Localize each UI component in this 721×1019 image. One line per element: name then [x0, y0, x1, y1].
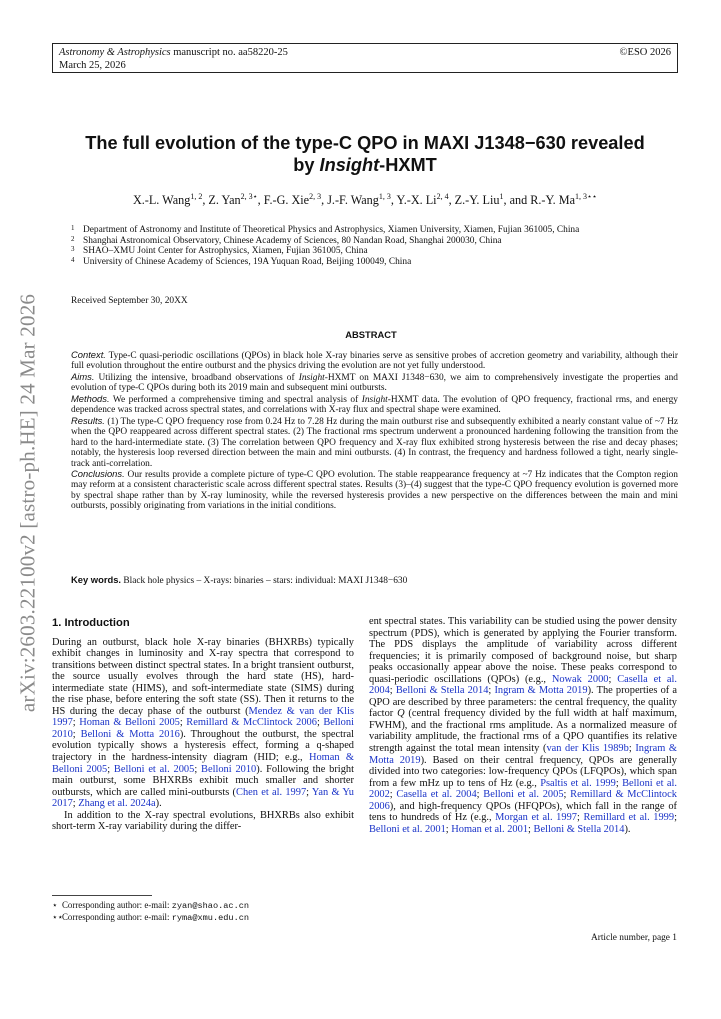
citation-link[interactable]: Casella et al. 2004: [396, 789, 477, 801]
citation-link[interactable]: Ingram & Motta 2019: [369, 743, 678, 766]
authors-and: and: [509, 193, 528, 208]
abstract-results: Results. (1) The type-C QPO frequency rose from 0.24 Hz to 7.28 Hz during the main outburst rise and subsequently exhibited a nearly constant value of ~7 Hz when the QPO reappeared across different spectral states. (2) The fractional rms spectrum underwent a pronounced hardening following the transition from the hard to the hard-intermediate state. (3) The correlation between QPO frequency and X-ray flux exhibited strong hysteresis between the rise and decay phases; notably, the hysteresis loop reversed direction between the main and mini outbursts. (4) In contrast, the frequency and hardness followed a tight, nearly single-track anti-correlation.: [71, 414, 678, 469]
paragraph: In addition to the X-ray spectral evolutions, BHXRBs also exhibit short-term X-ray variability during the differ-: [52, 809, 354, 833]
abstract-methods: Methods. We performed a comprehensive timing and spectral analysis of Insight-HXMT data. The evolution of QPO frequency, fractional rms, and energy dependence was tracked across spectral states, and correlations with X-ray flux and spectral shape were examined.: [71, 392, 678, 416]
email-link[interactable]: zyan@shao.ac.cn: [171, 901, 250, 911]
citation-link[interactable]: Belloni & Stella 2014: [533, 823, 625, 835]
citation-link[interactable]: Belloni et al. 2002: [369, 777, 677, 801]
copyright: ©ESO 2026: [619, 47, 671, 58]
section-title: 1. Introduction: [52, 617, 130, 629]
keywords: [71, 574, 678, 586]
author: Y.-X. Li$^{2, 4}$: [396, 192, 449, 208]
citation-link[interactable]: Zhang et al. 2024a: [78, 798, 156, 810]
affiliation: 4 University of Chinese Academy of Sciences, 19A Yuquan Road, Beijing 100049, China: [71, 255, 412, 267]
paragraph: During an outburst, black hole X-ray binaries (BHXRBs) typically exhibit changes in luminosity and X-ray spectra that correspond to transitions between distinct spectral states. In a bright transient outburst, the source usually evolves through the hard state (HS), hard-intermediate state (HIMS), and soft-intermediate state (SIMS) during the rise phase, before entering the soft state (SS). Then it returns to the HS during the decay phase of the outburst (Mendez & van der Klis 1997; Homan & Belloni 2005; Remillard & McClintock 2006; Belloni 2010; Belloni & Motta 2016). Throughout the outburst, the spectral evolution typically shows a hysteresis effect, forming a q-shaped trajectory in the hardness-intensity diagram (HID; e.g., Homan & Belloni 2005; Belloni et al. 2005; Belloni 2010). Following the bright main outburst, some BHXRBs exhibit much smaller and shorter outbursts, which are called mini-outbursts (Chen et al. 1997; Yan & Yu 2017; Zhang et al. 2024a).: [52, 636, 355, 810]
title-suffix: -HXMT: [379, 155, 437, 175]
page-footer: Article number, page 1: [590, 933, 677, 943]
author: Z.-Y. Liu$^1$: [454, 192, 504, 208]
author: X.-L. Wang$^{1, 2}$: [132, 192, 203, 208]
abstract-aims: Aims. Utilizing the intensive, broadband observations of Insight-HXMT on MAXI J1348−630, we aim to comprehensively investigate the properties and evolution of type-C QPOs during both its 2019 main and subsequent mini outbursts.: [71, 370, 678, 394]
author: Z. Yan$^{2, 3⋆}$: [208, 192, 258, 208]
arxiv-stamp: [8, 268, 48, 738]
title-italic: Insight: [319, 155, 380, 175]
paragraph: ent spectral states. This variability can be studied using the power density spectrum (PDS), which is generated by applying the Fourier transform. The PDS displays the amplitude of variability across different frequencies; it is primarily composed of background noise, but sharp peaks occasionally appear above the noise. These peaks correspond to quasi-periodic oscillations (QPOs) (e.g., Nowak 2000; Casella et al. 2004; Belloni & Stella 2014; Ingram & Motta 2019). The properties of a QPO are described by three parameters: the central frequency, the quality factor Q (central frequency divided by the full width at half maximum, FWHM), and the fractional rms amplitude. As a normalized measure of variability amplitude, the fractional rms of a QPO quantifies its relative strength against the total mean intensity (van der Klis 1989b; Ingram & Motta 2019). Based on their central frequency, QPOs are generally divided into two categories: low-frequency QPOs (LFQPOs), which span from a few mHz up to tens of Hz (e.g., Psaltis et al. 1999; Belloni et al. 2002; Casella et al. 2004; Belloni et al. 2005; Remillard & McClintock 2006), and high-frequency QPOs (HFQPOs), which fall in the range of tens to hundreds of Hz (e.g., Morgan et al. 1997; Remillard et al. 1999; Belloni et al. 2001; Homan et al. 2001; Belloni & Stella 2014).: [369, 616, 678, 835]
citation-link[interactable]: van der Klis 1989b: [546, 743, 629, 755]
affiliation: 1 Department of Astronomy and Institute of Theoretical Physics and Astrophysics, Xiamen University, Xiamen, Fujian 361005, China: [71, 224, 580, 235]
citation-link[interactable]: Remillard et al. 1999: [583, 812, 675, 824]
journal-name: Astronomy & Astrophysics: [59, 47, 171, 58]
citation-link[interactable]: Belloni et al. 2005: [113, 763, 195, 775]
abstract-conclusions: Conclusions. Our results provide a complete picture of type-C QPO evolution. The stable reappearance frequency at ~7 Hz indicates that the Compton region may reform at a consistent characteristic scale across different spectral states. Results (3)–(4) suggest that the type-C QPO frequency evolution is governed more by spectral shape rather than by X-ray luminosity, while the reversed hysteresis provides a new perspective on the differences between the main and mini outbursts, possibly originating from variations in the initial conditions.: [71, 467, 678, 512]
citation-link[interactable]: Nowak 2000: [551, 673, 609, 685]
citation-link[interactable]: Morgan et al. 1997: [495, 812, 577, 824]
journal-line: [59, 46, 288, 59]
citation-link[interactable]: Belloni 2010: [201, 763, 257, 775]
title-prefix: by: [293, 155, 320, 175]
footnote-rule: [52, 895, 152, 896]
header-date: March 25, 2026: [59, 60, 126, 71]
received-date: Received September 30, 20XX: [71, 296, 188, 306]
citation-link[interactable]: Remillard & McClintock 2006: [369, 789, 677, 812]
keywords-text: Black hole physics – X-rays: binaries – stars: individual: MAXI J1348−630: [121, 576, 408, 586]
citation-link[interactable]: Yan & Yu 2017: [52, 786, 354, 810]
footnote: ⋆ Corresponding author: e-mail: zyan@shao.ac.cn: [52, 900, 250, 911]
citation-link[interactable]: Belloni et al. 2005: [483, 789, 564, 801]
column-left: [52, 618, 354, 833]
citation-link[interactable]: Homan et al. 2001: [451, 823, 529, 835]
footnote: ⋆⋆ Corresponding author: e-mail: ryma@xmu.edu.cn: [52, 911, 250, 923]
affiliation: 3 SHAO–XMU Joint Center for Astrophysics, Xiamen, Fujian 361005, China: [71, 245, 368, 257]
citation-link[interactable]: Mendez & van der Klis 1997: [52, 705, 355, 729]
keywords-label: Key words.: [71, 574, 122, 585]
abstract: [71, 350, 678, 512]
column-right: [369, 616, 677, 835]
citation-link[interactable]: Belloni et al. 2001: [369, 823, 446, 835]
citation-link[interactable]: Homan & Belloni 2005: [79, 717, 180, 729]
abstract-heading: ABSTRACT: [345, 329, 397, 340]
affiliation: 2 Shanghai Astronomical Observatory, Chinese Academy of Sciences, 80 Nandan Road, Shanghai 200030, China: [71, 234, 502, 246]
author: F.-G. Xie$^{2, 3}$: [263, 192, 322, 208]
footnotes: [52, 895, 354, 923]
citation-link[interactable]: Chen et al. 1997: [236, 786, 307, 798]
arxiv-id: arXiv:2603.22100v2 [astro-ph.HE] 24 Mar 2026: [15, 293, 40, 713]
manuscript-header: [52, 43, 678, 73]
citation-link[interactable]: Psaltis et al. 1999: [540, 777, 616, 789]
author: R.-Y. $Ma^{1, 3⋆⋆}$: [530, 192, 598, 208]
citation-link[interactable]: Remillard & McClintock 2006: [186, 717, 317, 729]
affiliations: [71, 225, 671, 267]
citation-link[interactable]: Belloni & Stella 2014: [395, 685, 489, 697]
author: J.-F. Wang$^{1, 3}$: [327, 192, 391, 208]
manuscript-number: manuscript no. aa58220-25: [170, 47, 288, 58]
abstract-context: Context. Type-C quasi-periodic oscillations (QPOs) in black hole X-ray binaries serve as sensitive probes of accretion geometry and variability, although their full evolution throughout the entire outburst and the physics driving the evolution are not yet fully understood.: [71, 349, 678, 372]
title-line-2: [52, 154, 678, 176]
paper-title: [52, 132, 678, 176]
author-list: X.-L. Wang$^{1, 2}$, Z. Yan$^{2, 3⋆}$, F.-G. Xie$^{2, 3}$, J.-F. Wang$^{1, 3}$, Y.-X. Li$^{2, 4}$, Z.-Y. Liu$^1$, and R.-Y. $Ma^{1, 3⋆⋆}$: [132, 192, 598, 208]
citation-link[interactable]: Casella et al. 2004: [369, 673, 677, 697]
citation-link[interactable]: Belloni & Motta 2016: [80, 728, 180, 740]
email-link[interactable]: ryma@xmu.edu.cn: [171, 912, 250, 923]
title-line-1: The full evolution of the type-C QPO in MAXI J1348−630 revealed: [85, 133, 645, 153]
citation-link[interactable]: Ingram & Motta 2019: [494, 685, 588, 697]
citation-link[interactable]: Belloni 2010: [52, 717, 354, 740]
citation-link[interactable]: Homan & Belloni 2005: [52, 752, 354, 775]
